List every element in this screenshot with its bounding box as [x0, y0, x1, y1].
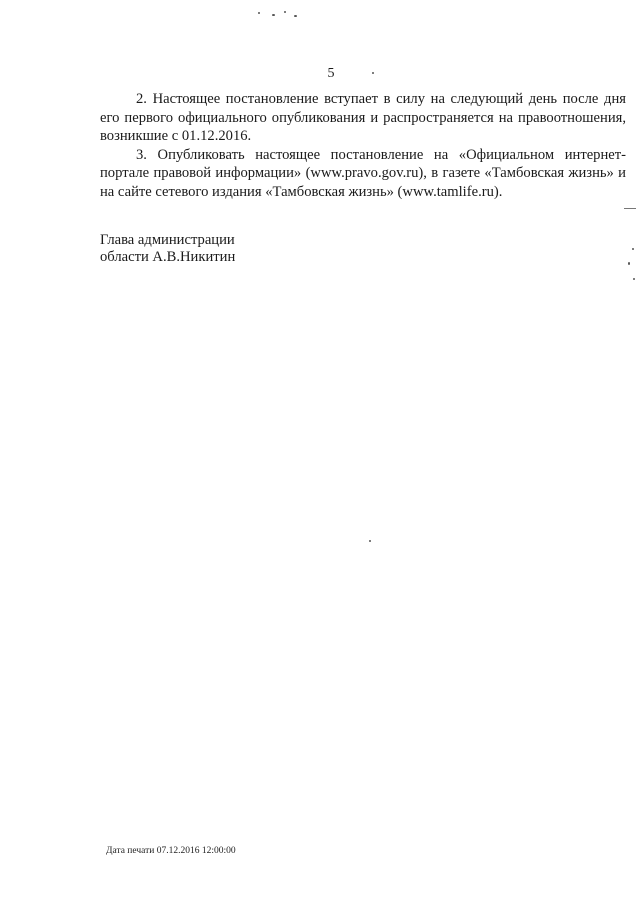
scan-artifact	[369, 540, 371, 542]
scan-artifact	[628, 262, 630, 265]
scan-artifact	[272, 14, 275, 16]
document-body	[100, 90, 626, 201]
signature-block	[100, 232, 235, 265]
scan-artifact	[633, 278, 635, 280]
page-number: 5	[327, 66, 335, 81]
scan-artifact	[294, 15, 297, 17]
signature-title: Глава администрации	[100, 232, 235, 248]
scan-artifact	[258, 12, 260, 14]
scan-artifact	[624, 208, 636, 209]
print-date: Дата печати 07.12.2016 12:00:00	[106, 846, 236, 856]
signature-name: области А.В.Никитин	[100, 248, 236, 265]
scan-artifact	[284, 11, 286, 13]
scan-artifact	[632, 248, 634, 250]
paragraph-effective-date: 2. Настоящее постановление вступает в силу на следующий день после дня его первого официального опубликования и распространяется на правоотношения, возникшие с 01.12.2016.	[100, 91, 626, 144]
paragraph-publication: 3. Опубликовать настоящее постановление на «Официальном интернет-портале правовой информации» (www.pravo.gov.ru), в газете «Тамбовская жизнь» и на сайте сетевого издания «Тамбовская жизнь» (www.tamlife.ru).	[100, 146, 626, 200]
